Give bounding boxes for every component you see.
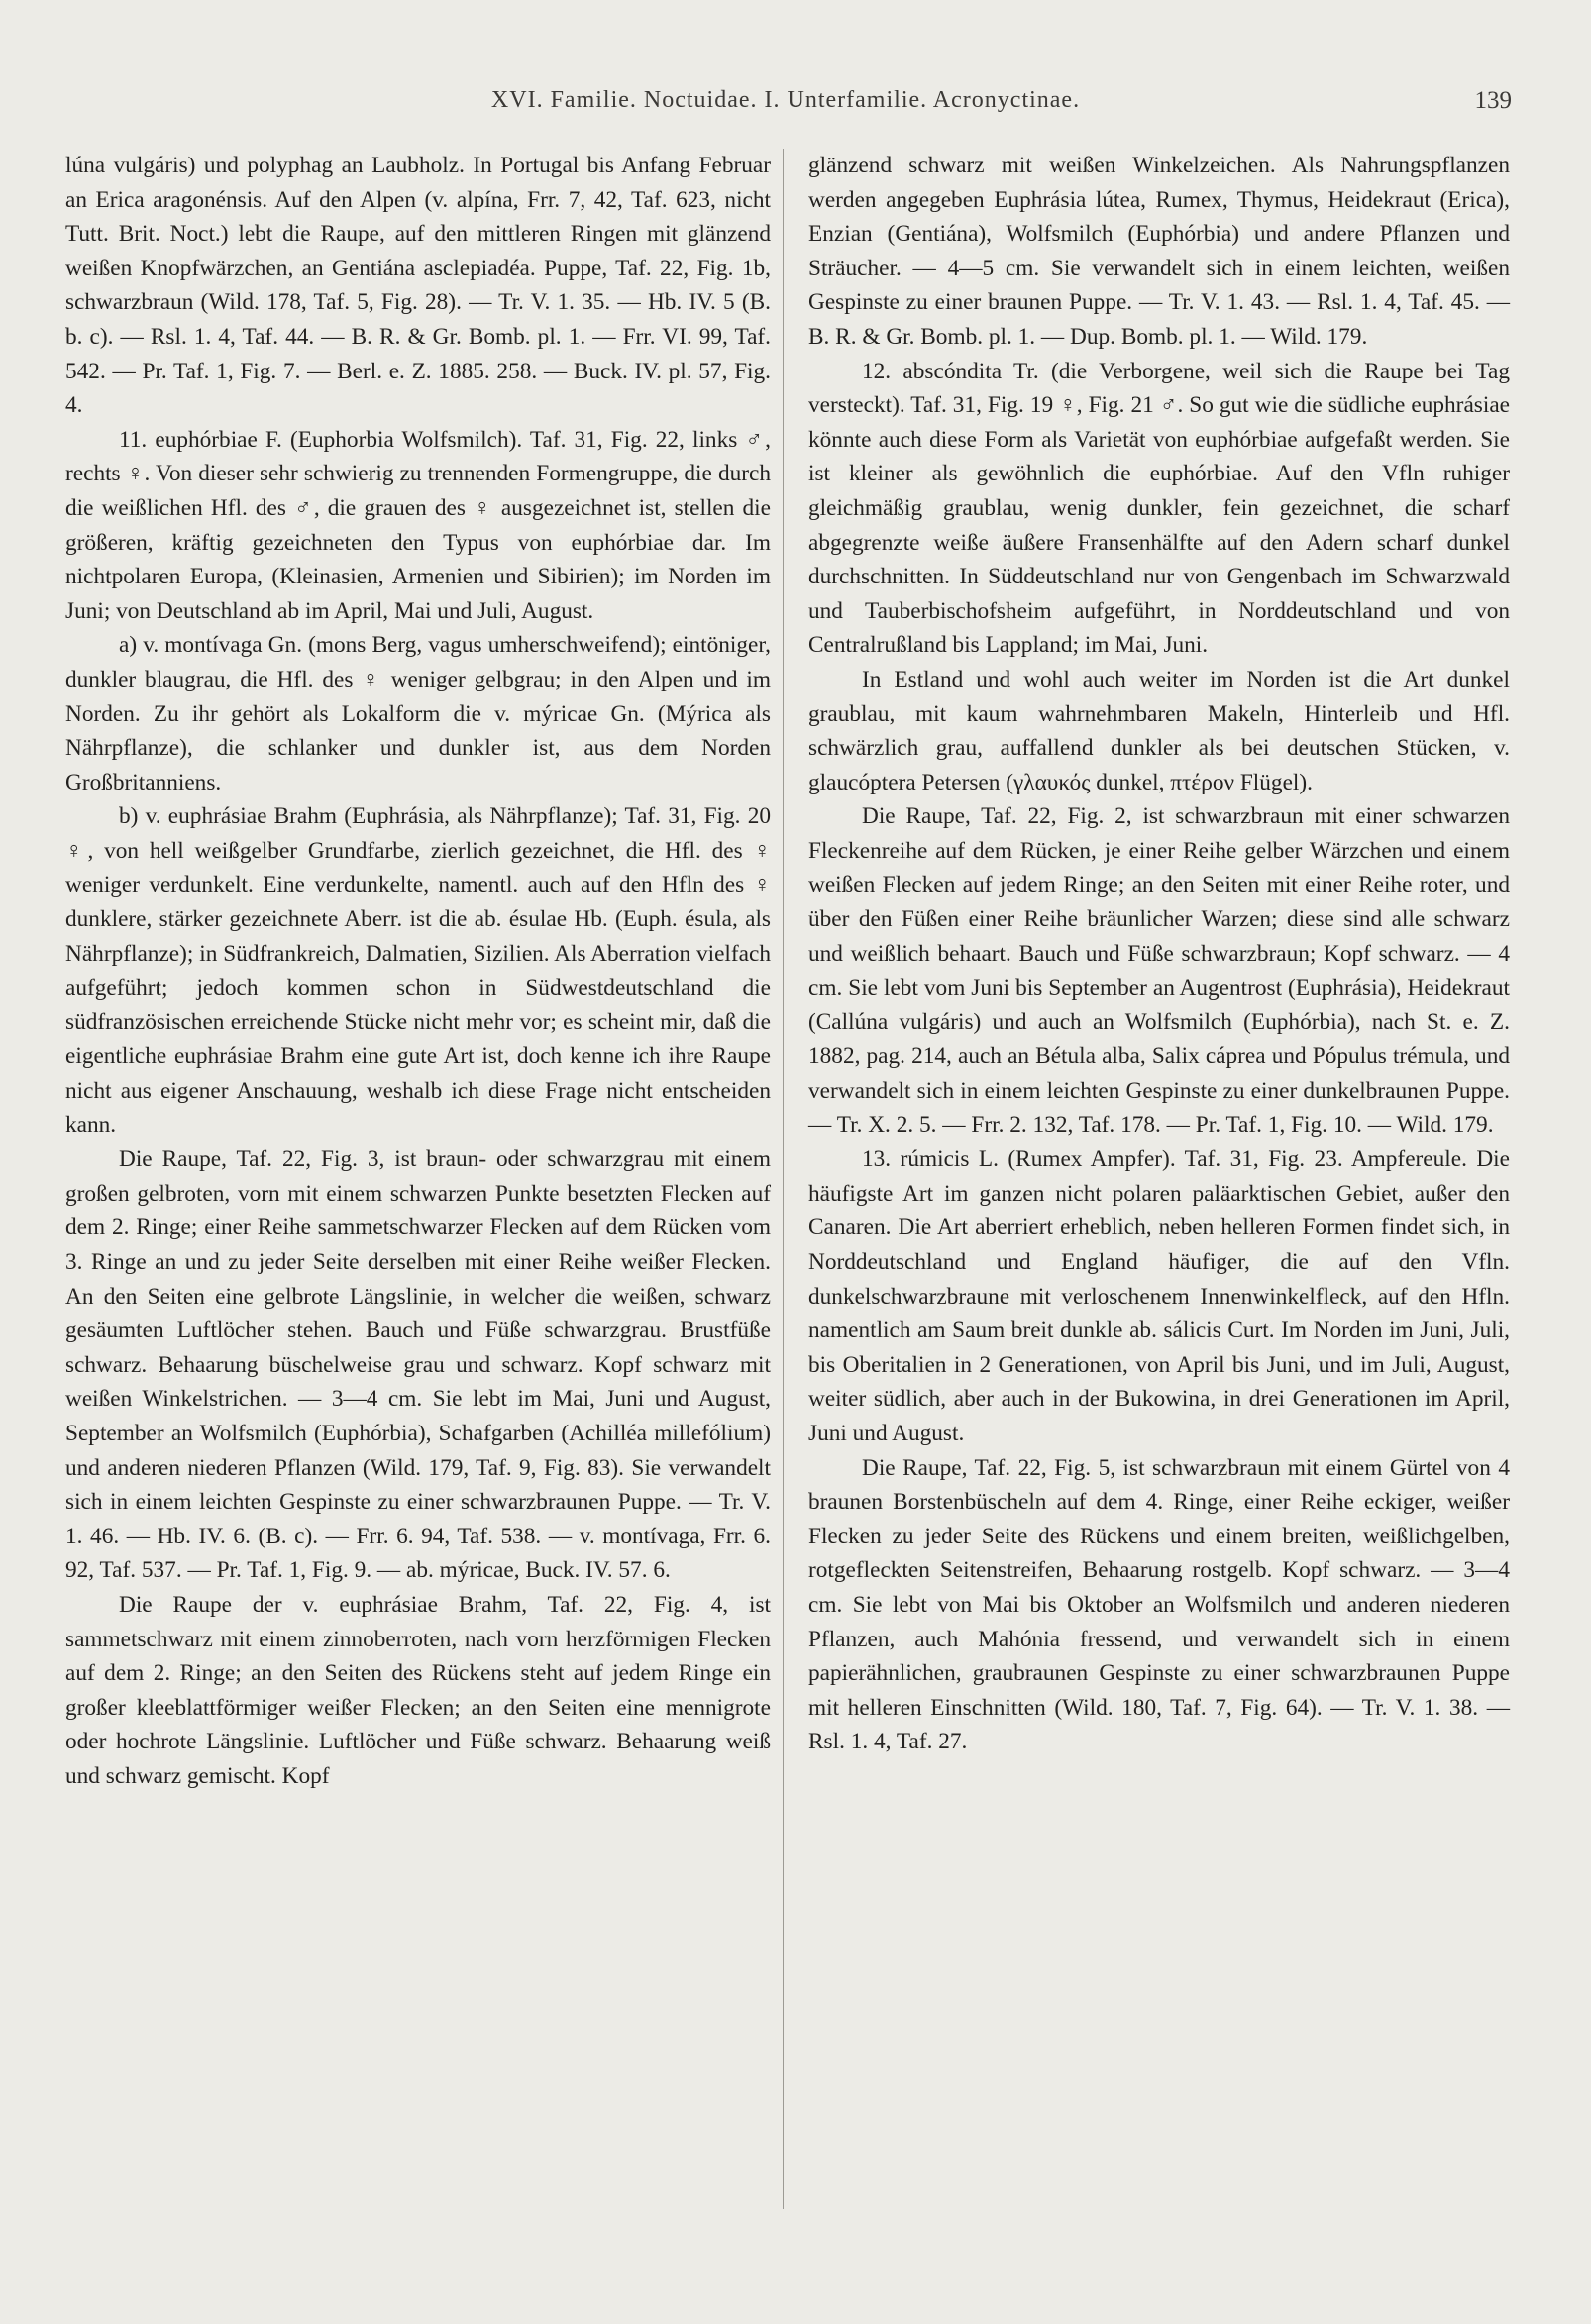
page-number: 139 — [1474, 87, 1512, 114]
variety-b: b) v. euphrásiae Brahm (Euphrásia, als Nährpflanze); Taf. 31, Fig. 20 ♀, von hell weißgelber Grundfarbe, zierlich gezeichnet, die Hfl. des ♀ weniger verdunkelt. Eine verdunkelte, namentl. auch auf den Hfln des ♀ dunklere, stärker gezeichnete Aberr. ist die ab. ésulae Hb. (Euph. ésula, als Nährpflanze); in Südfrankreich, Dalmatien, Sizilien. Als Aberration vielfach aufgeführt; jedoch kommen schon in Südwestdeutschland die südfranzösischen erreichende Stücke nicht mehr vor; es scheint mir, daß die eigentliche euphrásiae Brahm eine gute Art ist, doch kenne ich ihre Raupe nicht aus eigener Anschauung, weshalb ich diese Frage nicht entscheiden kann. — [65, 803, 771, 1138]
running-title: XVI. Familie. Noctuidae. I. Unterfamilie. Acronyctinae. — [490, 87, 1081, 113]
paragraph: lúna vulgáris) und polyphag an Laubholz. In Portugal bis Anfang Februar an Erica aragonénsis. Auf den Alpen (v. alpína, Frr. 7, 42, Taf. 623, nicht Tutt. Brit. Noct.) lebt die Raupe, auf den mittleren Ringen mit glänzend weißen Knopfwärzchen, an Gentiána asclepiadéa. Puppe, Taf. 22, Fig. 1b, schwarzbraun (Wild. 178, Taf. 5, Fig. 28). — Tr. V. 1. 35. — Hb. IV. 5 (B. b. c). — Rsl. 1. 4, Taf. 44. — B. R. & Gr. Bomb. pl. 1. — Frr. VI. 99, Taf. 542. — Pr. Taf. 1, Fig. 7. — Berl. e. Z. 1885. 258. — Buck. IV. pl. 57, Fig. 4. — [65, 153, 771, 419]
species-entry-11: 11. euphórbiae F. (Euphorbia Wolfsmilch). Taf. 31, Fig. 22, links ♂, rechts ♀. Von dieser sehr schwierig zu trennenden Formengruppe, die durch die weißlichen Hfl. des ♂, die grauen des ♀ ausgezeichnet ist, stellen die größeren, kräftig gezeichneten den Typus von euphórbiae dar. Im nichtpolaren Europa, (Kleinasien, Armenien und Sibirien); im Norden im Juni; von Deutschland ab im April, Mai und Juli, August. — [65, 426, 771, 624]
paragraph: Die Raupe, Taf. 22, Fig. 3, ist braun- oder schwarzgrau mit einem großen gelbroten, vorn mit einem schwarzen Punkte besetzten Flecken auf dem 2. Ringe; einer Reihe sammetschwarzer Flecken auf dem Rücken vom 3. Ringe an und zu jeder Seite derselben mit einer Reihe weißer Flecken. An den Seiten eine gelbrote Längslinie, in welcher die weißen, schwarz gesäumten Luftlöcher stehen. Bauch und Füße schwarzgrau. Brustfüße schwarz. Behaarung büschelweise grau und schwarz. Kopf schwarz mit weißen Winkelstrichen. — 3—4 cm. Sie lebt im Mai, Juni und August, September an Wolfsmilch (Euphórbia), Schafgarben (Achilléa millefólium) und anderen niederen Pflanzen (Wild. 179, Taf. 9, Fig. 83). Sie verwandelt sich in einem leichten Gespinste zu einer schwarzbraunen Puppe. — Tr. V. 1. 46. — Hb. IV. 6. (B. c). — Frr. 6. 94, Taf. 538. — v. montívaga, Frr. 6. 92, Taf. 537. — Pr. Taf. 1, Fig. 9. — ab. mýricae, Buck. IV. 57. 6. — [65, 1146, 771, 1584]
variety-a: a) v. montívaga Gn. (mons Berg, vagus umherschweifend); eintöniger, dunkler blaugrau, die Hfl. des ♀ weniger gelbgrau; in den Alpen und im Norden. Zu ihr gehört als Lokalform die v. mýricae Gn. (Mýrica als Nährpflanze), die schlanker und dunkler ist, aus dem Norden Großbritanniens. — [65, 632, 771, 795]
paragraph: Die Raupe der v. euphrásiae Brahm, Taf. 22, Fig. 4, ist sammetschwarz mit einem zinnoberroten, nach vorn herzförmigen Flecken auf dem 2. Ringe; an den Seiten des Rückens steht auf jedem Ringe ein großer kleeblattförmiger weißer Flecken; an den Seiten eine mennigrote oder hochrote Längslinie. Luftlöcher und Füße schwarz. Behaarung weiß und schwarz gemischt. Kopf — [65, 1591, 771, 1789]
left-column — [65, 149, 771, 1794]
paragraph: In Estland und wohl auch weiter im Norden ist die Art dunkel graublau, mit kaum wahrnehmbaren Makeln, Hinterleib und Hfl. schwärzlich grau, auffallend dunkler als bei deutschen Stücken, v. glaucóptera Petersen (γλαυκός dunkel, πτέρον Flügel). — [808, 666, 1510, 795]
species-entry-12: 12. abscóndita Tr. (die Verborgene, weil sich die Raupe bei Tag versteckt). Taf. 31, Fig. 19 ♀, Fig. 21 ♂. So gut wie die südliche euphrásiae könnte auch diese Form als Varietät von euphórbiae aufgefaßt werden. Sie ist kleiner als gewöhnlich die euphórbiae. Auf den Vfln ruhiger gleichmäßig graublau, wenig dunkler, fein gezeichnet, die scharf abgegrenzte weiße äußere Fransenhälfte auf den Adern scharf dunkel durchschnitten. In Süddeutschland nur von Gengenbach im Schwarzwald und Tauberbischofsheim aufgeführt, in Norddeutschland und von Centralrußland bis Lappland; im Mai, Juni. — [808, 358, 1510, 659]
column-divider — [783, 149, 784, 2209]
species-entry-13: 13. rúmicis L. (Rumex Ampfer). Taf. 31, Fig. 23. Ampfereule. Die häufigste Art im ganzen nicht polaren paläarktischen Gebiet, außer den Canaren. Die Art aberriert erheblich, neben helleren Formen findet sich, in Norddeutschland und England häufiger, die auf den Vfln. dunkelschwarzbraune mit verloschenem Innenwinkelfleck, auf den Hfln. namentlich am Saum breit dunkle ab. sálicis Curt. Im Norden im Juni, Juli, bis Oberitalien in 2 Generationen, von April bis Juni, und im Juli, August, weiter südlich, aber auch in der Bukowina, in drei Generationen im April, Juni und August. — [808, 1146, 1510, 1446]
paragraph: Die Raupe, Taf. 22, Fig. 2, ist schwarzbraun mit einer schwarzen Fleckenreihe auf dem Rücken, je einer Reihe gelber Wärzchen und einem weißen Flecken auf jedem Ringe; an den Seiten mit einer Reihe roter, und über den Füßen einer Reihe bräunlicher Warzen; diese sind alle schwarz und weißlich behaart. Bauch und Füße schwarzbraun; Kopf schwarz. — 4 cm. Sie lebt vom Juni bis September an Augentrost (Euphrásia), Heidekraut (Callúna vulgáris) und auch an Wolfsmilch (Euphórbia), nach St. e. Z. 1882, pag. 214, auch an Bétula alba, Salix cáprea und Pópulus trémula, und verwandelt sich in einem leichten Gespinste zu einer dunkelbraunen Puppe. — Tr. X. 2. 5. — Frr. 2. 132, Taf. 178. — Pr. Taf. 1, Fig. 10. — Wild. 179. — [808, 803, 1510, 1138]
paragraph: glänzend schwarz mit weißen Winkelzeichen. Als Nahrungspflanzen werden angegeben Euphrásia lútea, Rumex, Thymus, Heidekraut (Erica), Enzian (Gentiána), Wolfsmilch (Euphórbia) und andere Pflanzen und Sträucher. — 4—5 cm. Sie verwandelt sich in einem leichten, weißen Gespinste zu einer braunen Puppe. — Tr. V. 1. 43. — Rsl. 1. 4, Taf. 45. — B. R. & Gr. Bomb. pl. 1. — Dup. Bomb. pl. 1. — Wild. 179. — [808, 153, 1510, 350]
running-header — [59, 87, 1512, 127]
right-column — [808, 149, 1510, 1759]
paragraph: Die Raupe, Taf. 22, Fig. 5, ist schwarzbraun mit einem Gürtel von 4 braunen Borstenbüscheln auf dem 4. Ringe, einer Reihe eckiger, weißer Flecken zu jeder Seite des Rückens und einem breiten, weißlichgelben, rotgefleckten Seitenstreifen, Behaarung rostgelb. Kopf schwarz. — 3—4 cm. Sie lebt von Mai bis Oktober an Wolfsmilch und anderen niederen Pflanzen, auch Mahónia fressend, und verwandelt sich in einem papierähnlichen, graubraunen Gespinste zu einer schwarzbraunen Puppe mit helleren Einschnitten (Wild. 180, Taf. 7, Fig. 64). — Tr. V. 1. 38. — Rsl. 1. 4, Taf. 27. — [808, 1454, 1510, 1755]
